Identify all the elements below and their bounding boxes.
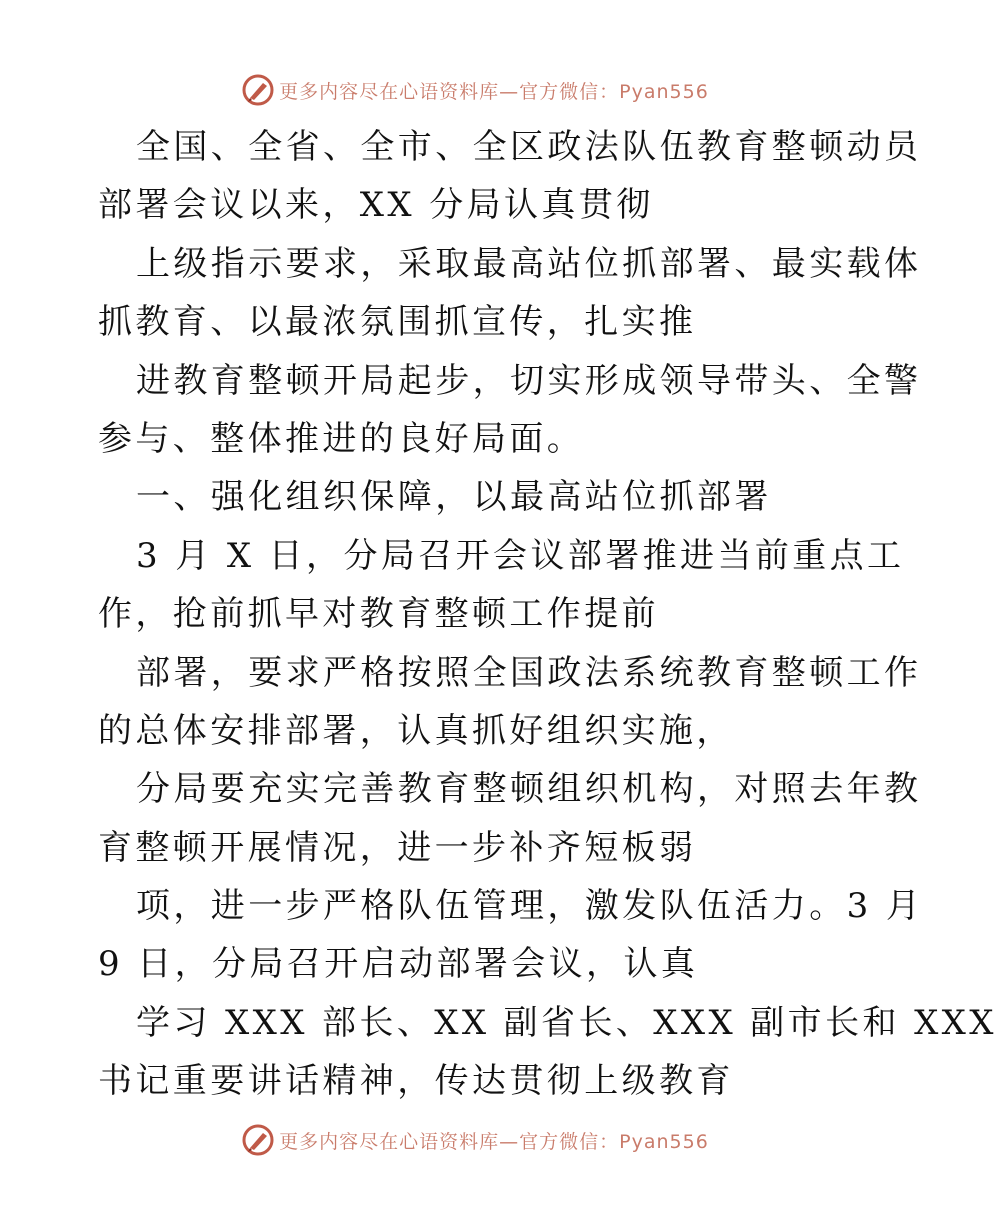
text-line: 抓教育、以最浓氛围抓宣传，扎实推: [98, 302, 697, 343]
text-line: 分局要充实完善教育整顿组织机构，对照去年教: [136, 769, 922, 810]
pen-circle-logo-icon: [241, 73, 275, 107]
footer-watermark: [0, 1120, 950, 1160]
document-body: [98, 118, 997, 1111]
text-line: 的总体安排部署，认真抓好组织实施，: [98, 710, 734, 751]
header-watermark: [0, 70, 950, 110]
text-line: 育整顿开展情况，进一步补齐短板弱: [98, 827, 697, 868]
text-line: 部署会议以来，XX 分局认真贯彻: [98, 185, 654, 226]
text-line: 学习 XXX 部长、XX 副省长、XXX 副市长和 XXX: [136, 1002, 997, 1043]
text-line: 书记重要讲话精神，传达贯彻上级教育: [98, 1061, 734, 1102]
text-line: 项，进一步严格队伍管理，激发队伍活力。3 月: [136, 886, 924, 927]
text-line: 作，抢前抓早对教育整顿工作提前: [98, 594, 659, 635]
text-line: 全国、全省、全市、全区政法队伍教育整顿动员: [136, 127, 922, 167]
text-line: 进教育整顿开局起步，切实形成领导带头、全警: [136, 360, 922, 401]
text-line: 参与、整体推进的良好局面。: [98, 418, 585, 459]
text-line: 3 月 X 日，分局召开会议部署推进当前重点工: [136, 535, 905, 576]
watermark-text: 更多内容尽在心语资料库—官方微信：Pyan556: [279, 1130, 709, 1153]
watermark-text: 更多内容尽在心语资料库—官方微信：Pyan556: [279, 80, 709, 103]
text-line: 上级指示要求，采取最高站位抓部署、最实载体: [136, 243, 922, 284]
text-line: 9 日，分局召开启动部署会议，认真: [98, 944, 699, 985]
text-line: 部署，要求严格按照全国政法系统教育整顿工作: [136, 652, 922, 693]
section-heading: 一、强化组织保障，以最高站位抓部署: [136, 477, 772, 518]
pen-circle-logo-icon: [241, 1123, 275, 1157]
